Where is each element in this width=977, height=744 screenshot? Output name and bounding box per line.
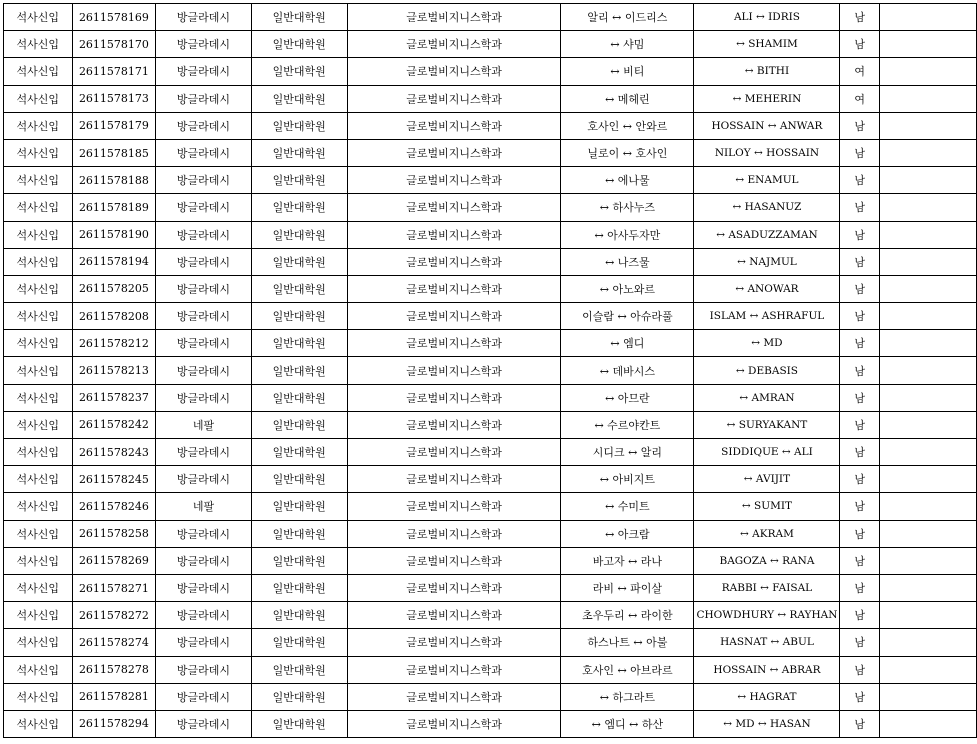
student-id-cell: 2611578274 — [72, 629, 156, 656]
program-cell: 석사신입 — [4, 112, 73, 139]
nationality-cell: 방글라데시 — [156, 520, 251, 547]
table-row — [4, 357, 977, 384]
student-id-cell: 2611578185 — [72, 139, 156, 166]
school-cell: 일반대학원 — [251, 602, 347, 629]
korean-name-cell: ↔ 수르야칸트 — [561, 411, 694, 438]
korean-name-cell: ↔ 아비지트 — [561, 466, 694, 493]
blank-cell — [879, 493, 976, 520]
department-cell: 글로벌비지니스학과 — [347, 85, 561, 112]
korean-name-cell: ↔ 나즈물 — [561, 248, 694, 275]
english-name-cell: ↔ MD — [694, 330, 840, 357]
program-cell: 석사신입 — [4, 683, 73, 710]
nationality-cell: 네팔 — [156, 493, 251, 520]
english-name-cell: HOSSAIN ↔ ANWAR — [694, 112, 840, 139]
school-cell: 일반대학원 — [251, 58, 347, 85]
school-cell: 일반대학원 — [251, 384, 347, 411]
blank-cell — [879, 4, 976, 31]
english-name-cell: ISLAM ↔ ASHRAFUL — [694, 303, 840, 330]
korean-name-cell: 초우두리 ↔ 라이한 — [561, 602, 694, 629]
english-name-cell: NILOY ↔ HOSSAIN — [694, 139, 840, 166]
student-id-cell: 2611578271 — [72, 574, 156, 601]
student-id-cell: 2611578189 — [72, 194, 156, 221]
gender-cell: 남 — [840, 357, 879, 384]
table-row — [4, 602, 977, 629]
department-cell: 글로벌비지니스학과 — [347, 139, 561, 166]
table-row — [4, 248, 977, 275]
blank-cell — [879, 439, 976, 466]
student-id-cell: 2611578294 — [72, 710, 156, 737]
korean-name-cell: 호사인 ↔ 아브라르 — [561, 656, 694, 683]
student-id-cell: 2611578208 — [72, 303, 156, 330]
program-cell: 석사신입 — [4, 139, 73, 166]
table-row — [4, 330, 977, 357]
english-name-cell: ALI ↔ IDRIS — [694, 4, 840, 31]
korean-name-cell: 닐로이 ↔ 호사인 — [561, 139, 694, 166]
blank-cell — [879, 330, 976, 357]
school-cell: 일반대학원 — [251, 112, 347, 139]
department-cell: 글로벌비지니스학과 — [347, 330, 561, 357]
nationality-cell: 방글라데시 — [156, 248, 251, 275]
school-cell: 일반대학원 — [251, 466, 347, 493]
table-row — [4, 656, 977, 683]
blank-cell — [879, 303, 976, 330]
department-cell: 글로벌비지니스학과 — [347, 466, 561, 493]
student-id-cell: 2611578237 — [72, 384, 156, 411]
table-row — [4, 58, 977, 85]
blank-cell — [879, 384, 976, 411]
program-cell: 석사신입 — [4, 85, 73, 112]
department-cell: 글로벌비지니스학과 — [347, 602, 561, 629]
school-cell: 일반대학원 — [251, 194, 347, 221]
school-cell: 일반대학원 — [251, 683, 347, 710]
department-cell: 글로벌비지니스학과 — [347, 411, 561, 438]
nationality-cell: 방글라데시 — [156, 629, 251, 656]
school-cell: 일반대학원 — [251, 31, 347, 58]
school-cell: 일반대학원 — [251, 710, 347, 737]
table-row — [4, 112, 977, 139]
school-cell: 일반대학원 — [251, 439, 347, 466]
english-name-cell: ↔ AVIJIT — [694, 466, 840, 493]
student-id-cell: 2611578170 — [72, 31, 156, 58]
table-row — [4, 547, 977, 574]
table-row — [4, 574, 977, 601]
department-cell: 글로벌비지니스학과 — [347, 574, 561, 601]
department-cell: 글로벌비지니스학과 — [347, 439, 561, 466]
school-cell: 일반대학원 — [251, 275, 347, 302]
blank-cell — [879, 221, 976, 248]
program-cell: 석사신입 — [4, 357, 73, 384]
blank-cell — [879, 85, 976, 112]
table-row — [4, 167, 977, 194]
student-id-cell: 2611578173 — [72, 85, 156, 112]
table-row — [4, 4, 977, 31]
student-id-cell: 2611578245 — [72, 466, 156, 493]
gender-cell: 남 — [840, 112, 879, 139]
department-cell: 글로벌비지니스학과 — [347, 58, 561, 85]
gender-cell: 남 — [840, 221, 879, 248]
gender-cell: 남 — [840, 656, 879, 683]
school-cell: 일반대학원 — [251, 330, 347, 357]
english-name-cell: ↔ SHAMIM — [694, 31, 840, 58]
school-cell: 일반대학원 — [251, 493, 347, 520]
blank-cell — [879, 602, 976, 629]
student-id-cell: 2611578190 — [72, 221, 156, 248]
table-row — [4, 683, 977, 710]
english-name-cell: RABBI ↔ FAISAL — [694, 574, 840, 601]
korean-name-cell: ↔ 수미트 — [561, 493, 694, 520]
program-cell: 석사신입 — [4, 275, 73, 302]
nationality-cell: 방글라데시 — [156, 710, 251, 737]
korean-name-cell: ↔ 에나물 — [561, 167, 694, 194]
program-cell: 석사신입 — [4, 4, 73, 31]
blank-cell — [879, 275, 976, 302]
program-cell: 석사신입 — [4, 384, 73, 411]
blank-cell — [879, 656, 976, 683]
department-cell: 글로벌비지니스학과 — [347, 629, 561, 656]
school-cell: 일반대학원 — [251, 221, 347, 248]
school-cell: 일반대학원 — [251, 303, 347, 330]
english-name-cell: SIDDIQUE ↔ ALI — [694, 439, 840, 466]
department-cell: 글로벌비지니스학과 — [347, 656, 561, 683]
gender-cell: 남 — [840, 4, 879, 31]
program-cell: 석사신입 — [4, 466, 73, 493]
gender-cell: 남 — [840, 493, 879, 520]
school-cell: 일반대학원 — [251, 520, 347, 547]
korean-name-cell: ↔ 아노와르 — [561, 275, 694, 302]
gender-cell: 남 — [840, 139, 879, 166]
english-name-cell: CHOWDHURY ↔ RAYHAN — [694, 602, 840, 629]
school-cell: 일반대학원 — [251, 357, 347, 384]
blank-cell — [879, 547, 976, 574]
korean-name-cell: ↔ 엠디 ↔ 하산 — [561, 710, 694, 737]
student-id-cell: 2611578213 — [72, 357, 156, 384]
student-id-cell: 2611578169 — [72, 4, 156, 31]
gender-cell: 남 — [840, 330, 879, 357]
nationality-cell: 방글라데시 — [156, 194, 251, 221]
gender-cell: 여 — [840, 85, 879, 112]
department-cell: 글로벌비지니스학과 — [347, 167, 561, 194]
blank-cell — [879, 683, 976, 710]
department-cell: 글로벌비지니스학과 — [347, 112, 561, 139]
program-cell: 석사신입 — [4, 411, 73, 438]
english-name-cell: ↔ ENAMUL — [694, 167, 840, 194]
gender-cell: 남 — [840, 194, 879, 221]
department-cell: 글로벌비지니스학과 — [347, 4, 561, 31]
school-cell: 일반대학원 — [251, 656, 347, 683]
blank-cell — [879, 58, 976, 85]
department-cell: 글로벌비지니스학과 — [347, 275, 561, 302]
korean-name-cell: ↔ 아크람 — [561, 520, 694, 547]
student-id-cell: 2611578171 — [72, 58, 156, 85]
program-cell: 석사신입 — [4, 330, 73, 357]
nationality-cell: 방글라데시 — [156, 221, 251, 248]
school-cell: 일반대학원 — [251, 167, 347, 194]
gender-cell: 남 — [840, 547, 879, 574]
english-name-cell: ↔ BITHI — [694, 58, 840, 85]
blank-cell — [879, 139, 976, 166]
table-row — [4, 411, 977, 438]
nationality-cell: 방글라데시 — [156, 85, 251, 112]
program-cell: 석사신입 — [4, 248, 73, 275]
korean-name-cell: 시디크 ↔ 알리 — [561, 439, 694, 466]
nationality-cell: 방글라데시 — [156, 167, 251, 194]
nationality-cell: 방글라데시 — [156, 574, 251, 601]
school-cell: 일반대학원 — [251, 411, 347, 438]
korean-name-cell: ↔ 엠디 — [561, 330, 694, 357]
program-cell: 석사신입 — [4, 439, 73, 466]
table-row — [4, 303, 977, 330]
table-row — [4, 629, 977, 656]
student-id-cell: 2611578179 — [72, 112, 156, 139]
table-row — [4, 520, 977, 547]
blank-cell — [879, 248, 976, 275]
nationality-cell: 방글라데시 — [156, 58, 251, 85]
student-id-cell: 2611578246 — [72, 493, 156, 520]
school-cell: 일반대학원 — [251, 574, 347, 601]
blank-cell — [879, 629, 976, 656]
english-name-cell: HASNAT ↔ ABUL — [694, 629, 840, 656]
nationality-cell: 방글라데시 — [156, 4, 251, 31]
school-cell: 일반대학원 — [251, 547, 347, 574]
program-cell: 석사신입 — [4, 629, 73, 656]
table-row — [4, 194, 977, 221]
gender-cell: 남 — [840, 439, 879, 466]
blank-cell — [879, 167, 976, 194]
department-cell: 글로벌비지니스학과 — [347, 547, 561, 574]
english-name-cell: ↔ MEHERIN — [694, 85, 840, 112]
table-row — [4, 710, 977, 737]
department-cell: 글로벌비지니스학과 — [347, 710, 561, 737]
table-row — [4, 466, 977, 493]
korean-name-cell: ↔ 비티 — [561, 58, 694, 85]
blank-cell — [879, 411, 976, 438]
english-name-cell: ↔ AKRAM — [694, 520, 840, 547]
korean-name-cell: ↔ 샤밈 — [561, 31, 694, 58]
department-cell: 글로벌비지니스학과 — [347, 194, 561, 221]
student-id-cell: 2611578212 — [72, 330, 156, 357]
gender-cell: 남 — [840, 710, 879, 737]
table-row — [4, 85, 977, 112]
nationality-cell: 방글라데시 — [156, 357, 251, 384]
gender-cell: 남 — [840, 31, 879, 58]
korean-name-cell: ↔ 메헤린 — [561, 85, 694, 112]
english-name-cell: ↔ SURYAKANT — [694, 411, 840, 438]
department-cell: 글로벌비지니스학과 — [347, 493, 561, 520]
gender-cell: 남 — [840, 303, 879, 330]
korean-name-cell: 바고자 ↔ 라나 — [561, 547, 694, 574]
english-name-cell: ↔ SUMIT — [694, 493, 840, 520]
table-row — [4, 221, 977, 248]
korean-name-cell: 호사인 ↔ 안와르 — [561, 112, 694, 139]
department-cell: 글로벌비지니스학과 — [347, 303, 561, 330]
gender-cell: 남 — [840, 520, 879, 547]
blank-cell — [879, 574, 976, 601]
nationality-cell: 방글라데시 — [156, 439, 251, 466]
program-cell: 석사신입 — [4, 493, 73, 520]
blank-cell — [879, 31, 976, 58]
english-name-cell: ↔ DEBASIS — [694, 357, 840, 384]
nationality-cell: 방글라데시 — [156, 275, 251, 302]
korean-name-cell: ↔ 아사두자만 — [561, 221, 694, 248]
school-cell: 일반대학원 — [251, 85, 347, 112]
korean-name-cell: ↔ 아므란 — [561, 384, 694, 411]
korean-name-cell: ↔ 하그라트 — [561, 683, 694, 710]
gender-cell: 남 — [840, 248, 879, 275]
program-cell: 석사신입 — [4, 221, 73, 248]
program-cell: 석사신입 — [4, 303, 73, 330]
program-cell: 석사신입 — [4, 547, 73, 574]
department-cell: 글로벌비지니스학과 — [347, 384, 561, 411]
student-id-cell: 2611578281 — [72, 683, 156, 710]
student-roster-table — [3, 3, 977, 738]
school-cell: 일반대학원 — [251, 139, 347, 166]
program-cell: 석사신입 — [4, 167, 73, 194]
korean-name-cell: 하스나트 ↔ 아불 — [561, 629, 694, 656]
student-id-cell: 2611578278 — [72, 656, 156, 683]
program-cell: 석사신입 — [4, 31, 73, 58]
school-cell: 일반대학원 — [251, 629, 347, 656]
korean-name-cell: 이슬람 ↔ 아슈라풀 — [561, 303, 694, 330]
table-row — [4, 493, 977, 520]
nationality-cell: 방글라데시 — [156, 112, 251, 139]
gender-cell: 남 — [840, 574, 879, 601]
department-cell: 글로벌비지니스학과 — [347, 683, 561, 710]
nationality-cell: 방글라데시 — [156, 303, 251, 330]
english-name-cell: ↔ ANOWAR — [694, 275, 840, 302]
korean-name-cell: 알리 ↔ 이드리스 — [561, 4, 694, 31]
english-name-cell: ↔ AMRAN — [694, 384, 840, 411]
gender-cell: 남 — [840, 602, 879, 629]
blank-cell — [879, 520, 976, 547]
nationality-cell: 방글라데시 — [156, 139, 251, 166]
blank-cell — [879, 194, 976, 221]
english-name-cell: HOSSAIN ↔ ABRAR — [694, 656, 840, 683]
table-row — [4, 275, 977, 302]
program-cell: 석사신입 — [4, 602, 73, 629]
department-cell: 글로벌비지니스학과 — [347, 248, 561, 275]
english-name-cell: ↔ NAJMUL — [694, 248, 840, 275]
blank-cell — [879, 357, 976, 384]
gender-cell: 남 — [840, 384, 879, 411]
student-id-cell: 2611578243 — [72, 439, 156, 466]
nationality-cell: 방글라데시 — [156, 384, 251, 411]
gender-cell: 남 — [840, 629, 879, 656]
blank-cell — [879, 466, 976, 493]
blank-cell — [879, 112, 976, 139]
nationality-cell: 방글라데시 — [156, 547, 251, 574]
table-row — [4, 31, 977, 58]
student-id-cell: 2611578194 — [72, 248, 156, 275]
department-cell: 글로벌비지니스학과 — [347, 357, 561, 384]
gender-cell: 남 — [840, 167, 879, 194]
student-id-cell: 2611578269 — [72, 547, 156, 574]
gender-cell: 남 — [840, 466, 879, 493]
english-name-cell: BAGOZA ↔ RANA — [694, 547, 840, 574]
nationality-cell: 방글라데시 — [156, 683, 251, 710]
school-cell: 일반대학원 — [251, 248, 347, 275]
english-name-cell: ↔ HASANUZ — [694, 194, 840, 221]
gender-cell: 여 — [840, 58, 879, 85]
gender-cell: 남 — [840, 411, 879, 438]
english-name-cell: ↔ ASADUZZAMAN — [694, 221, 840, 248]
department-cell: 글로벌비지니스학과 — [347, 520, 561, 547]
program-cell: 석사신입 — [4, 520, 73, 547]
department-cell: 글로벌비지니스학과 — [347, 31, 561, 58]
department-cell: 글로벌비지니스학과 — [347, 221, 561, 248]
table-row — [4, 439, 977, 466]
student-id-cell: 2611578205 — [72, 275, 156, 302]
roster-body — [4, 4, 977, 738]
korean-name-cell: 라비 ↔ 파이살 — [561, 574, 694, 601]
blank-cell — [879, 710, 976, 737]
nationality-cell: 네팔 — [156, 411, 251, 438]
student-id-cell: 2611578188 — [72, 167, 156, 194]
korean-name-cell: ↔ 데바시스 — [561, 357, 694, 384]
korean-name-cell: ↔ 하사누즈 — [561, 194, 694, 221]
english-name-cell: ↔ HAGRAT — [694, 683, 840, 710]
nationality-cell: 방글라데시 — [156, 466, 251, 493]
program-cell: 석사신입 — [4, 58, 73, 85]
nationality-cell: 방글라데시 — [156, 656, 251, 683]
program-cell: 석사신입 — [4, 710, 73, 737]
program-cell: 석사신입 — [4, 194, 73, 221]
program-cell: 석사신입 — [4, 656, 73, 683]
nationality-cell: 방글라데시 — [156, 31, 251, 58]
nationality-cell: 방글라데시 — [156, 330, 251, 357]
program-cell: 석사신입 — [4, 574, 73, 601]
table-row — [4, 384, 977, 411]
gender-cell: 남 — [840, 275, 879, 302]
student-id-cell: 2611578258 — [72, 520, 156, 547]
english-name-cell: ↔ MD ↔ HASAN — [694, 710, 840, 737]
nationality-cell: 방글라데시 — [156, 602, 251, 629]
student-id-cell: 2611578242 — [72, 411, 156, 438]
student-id-cell: 2611578272 — [72, 602, 156, 629]
school-cell: 일반대학원 — [251, 4, 347, 31]
table-row — [4, 139, 977, 166]
gender-cell: 남 — [840, 683, 879, 710]
